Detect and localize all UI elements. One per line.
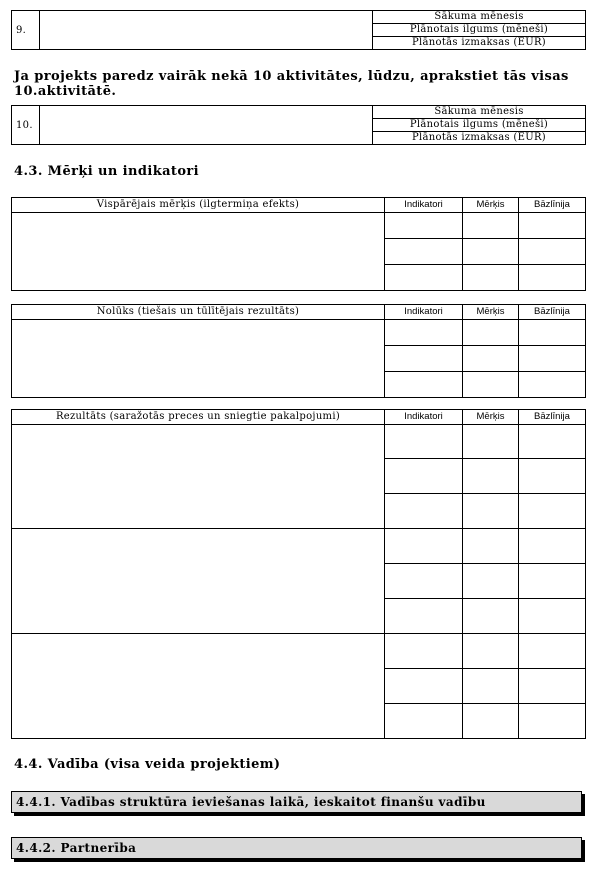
activities-note: Ja projekts paredz vairāk nekā 10 aktivitātes, lūdzu, aprakstiet tās visas 10.aktivitātē. [14,69,569,99]
activity-9-table [11,10,586,50]
indicator-cell[interactable] [385,669,463,704]
target-header: Mērķis [463,198,519,213]
target-cell[interactable] [463,634,519,669]
indicator-cell[interactable] [385,459,463,494]
result-field[interactable] [12,425,385,529]
baseline-cell[interactable] [519,265,586,291]
indicator-cell[interactable] [385,265,463,291]
target-cell[interactable] [463,265,519,291]
target-cell[interactable] [463,529,519,564]
planned-duration-label: Plānotais ilgums (mēneši) [373,24,586,37]
result-field[interactable] [12,634,385,739]
start-month-label: Sākuma mēnesis [373,11,586,24]
target-cell[interactable] [463,564,519,599]
indicator-cell[interactable] [385,213,463,239]
section-heading-4-4-1-text: 4.4.1. Vadības struktūra ieviešanas laikā, ieskaitot finanšu vadību [16,795,486,809]
target-cell[interactable] [463,669,519,704]
baseline-header: Bāzlīnija [519,410,586,425]
result-field[interactable] [12,529,385,634]
section-heading-4-4-1 [11,791,582,813]
baseline-cell[interactable] [519,320,586,346]
section-heading-4-3: 4.3. Mērķi un indikatori [14,164,199,179]
section-heading-4-4-2 [11,837,582,859]
target-cell[interactable] [463,239,519,265]
target-cell[interactable] [463,372,519,398]
purpose-field[interactable] [12,320,385,398]
general-objective-field[interactable] [12,213,385,291]
baseline-cell[interactable] [519,425,586,459]
baseline-header: Bāzlīnija [519,305,586,320]
indicator-cell[interactable] [385,494,463,529]
baseline-cell[interactable] [519,494,586,529]
indicator-cell[interactable] [385,346,463,372]
baseline-cell[interactable] [519,564,586,599]
activity-number: 9. [12,11,40,50]
target-cell[interactable] [463,459,519,494]
baseline-cell[interactable] [519,704,586,739]
target-cell[interactable] [463,425,519,459]
indicators-header: Indikatori [385,198,463,213]
baseline-cell[interactable] [519,634,586,669]
baseline-cell[interactable] [519,529,586,564]
indicator-cell[interactable] [385,372,463,398]
purpose-table [11,304,586,398]
purpose-header: Nolūks (tiešais un tūlītējais rezultāts) [12,305,385,320]
activity-number: 10. [12,106,40,145]
target-cell[interactable] [463,494,519,529]
indicator-cell[interactable] [385,239,463,265]
baseline-cell[interactable] [519,459,586,494]
general-objective-table [11,197,586,291]
baseline-header: Bāzlīnija [519,198,586,213]
general-objective-header: Vispārējais mērķis (ilgtermiņa efekts) [12,198,385,213]
indicators-header: Indikatori [385,410,463,425]
indicator-cell[interactable] [385,425,463,459]
results-table [11,409,586,739]
target-cell[interactable] [463,213,519,239]
target-cell[interactable] [463,320,519,346]
baseline-cell[interactable] [519,346,586,372]
start-month-label: Sākuma mēnesis [373,106,586,119]
indicator-cell[interactable] [385,564,463,599]
results-header: Rezultāts (saražotās preces un sniegtie pakalpojumi) [12,410,385,425]
activity-10-table [11,105,586,145]
indicator-cell[interactable] [385,634,463,669]
planned-duration-label: Plānotais ilgums (mēneši) [373,119,586,132]
baseline-cell[interactable] [519,372,586,398]
activity-description-field[interactable] [40,106,373,145]
planned-costs-label: Plānotās izmaksas (EUR) [373,132,586,145]
planned-costs-label: Plānotās izmaksas (EUR) [373,37,586,50]
indicator-cell[interactable] [385,529,463,564]
target-header: Mērķis [463,410,519,425]
target-cell[interactable] [463,346,519,372]
baseline-cell[interactable] [519,669,586,704]
indicator-cell[interactable] [385,704,463,739]
section-heading-4-4-2-text: 4.4.2. Partnerība [16,841,137,855]
indicator-cell[interactable] [385,320,463,346]
baseline-cell[interactable] [519,599,586,634]
indicators-header: Indikatori [385,305,463,320]
indicator-cell[interactable] [385,599,463,634]
target-cell[interactable] [463,599,519,634]
baseline-cell[interactable] [519,213,586,239]
section-heading-4-4: 4.4. Vadība (visa veida projektiem) [14,757,281,772]
target-header: Mērķis [463,305,519,320]
target-cell[interactable] [463,704,519,739]
activity-description-field[interactable] [40,11,373,50]
baseline-cell[interactable] [519,239,586,265]
